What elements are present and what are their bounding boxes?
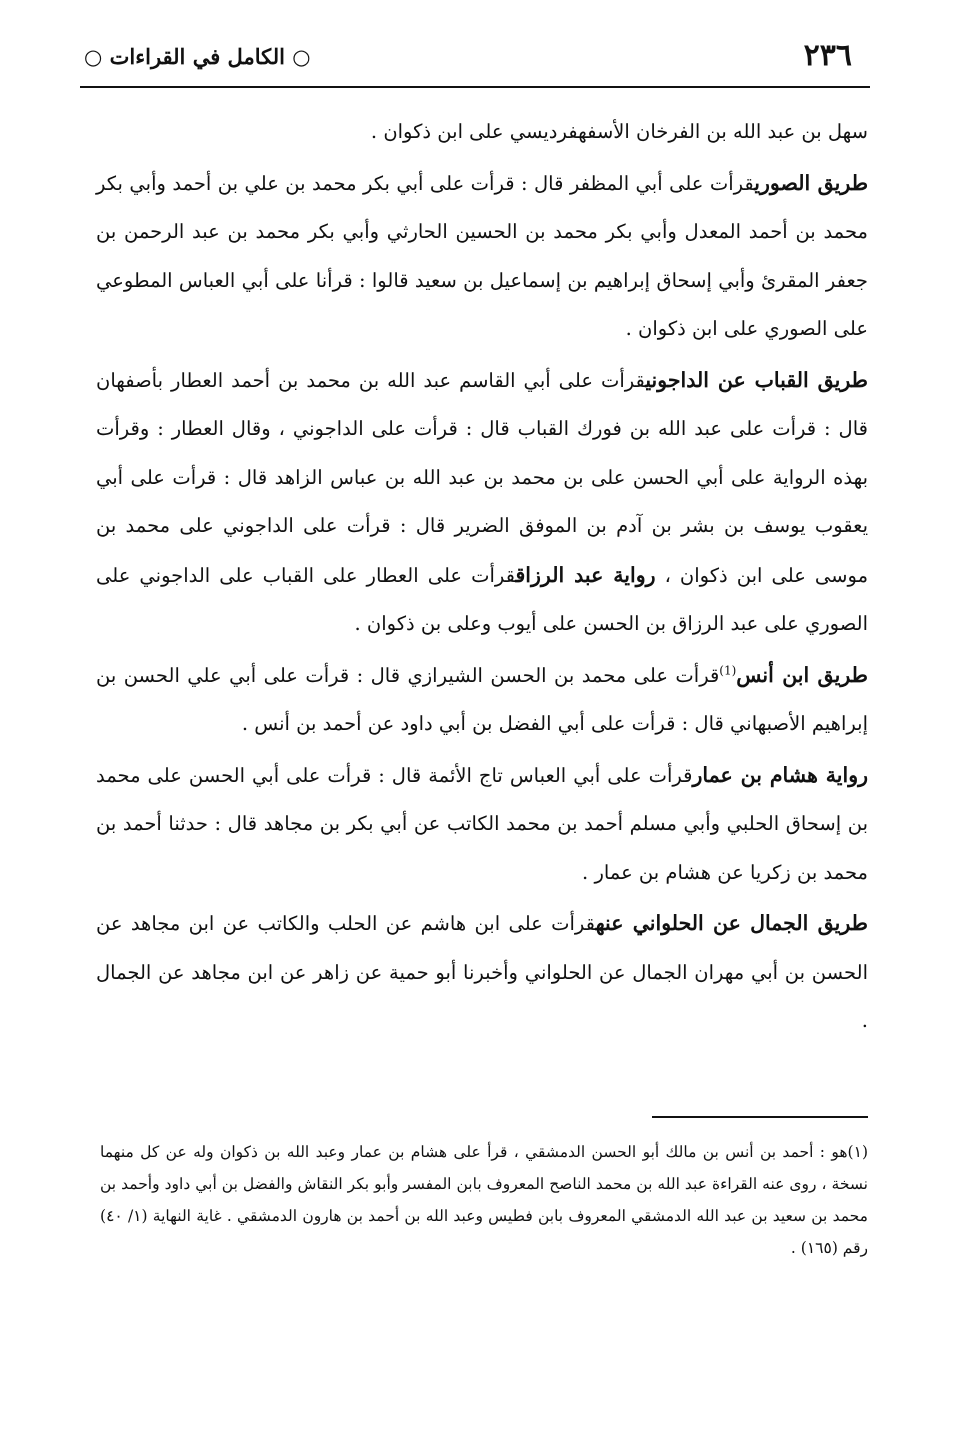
paragraph	[96, 108, 868, 157]
paragraph-text: قرأت على أبي العباس تاج الأئمة قال : قرأت على أبي الحسن على محمد بن إسحاق الحلبي وأبي مسلم أحمد بن محمد الكاتب عن أبي بكر بن مجاهد قال : حدثنا أحمد بن محمد بن زكريا عن هشام بن عمار .	[96, 763, 868, 884]
section-heading: طريق القباب عن الداجوني	[645, 367, 868, 392]
paragraph-text: قرأت على أبي القاسم عبد الله بن محمد بن أحمد العطار بأصفهان قال : قرأت على عبد الله بن فورك القباب قال : قرأت على الداجوني ، وقال العطار : وقرأت بهذه الرواية على أبي الحسن على بن محمد بن عبد الله بن عباس الزاهد قال : قرأت على أبي يعقوب يوسف بن بشر بن آدم بن الموفق الضرير قال : قرأت على الداجوني على محمد بن موسى على ابن ذكوان ،	[96, 368, 869, 587]
paragraph-text: قرأت على أبي المظفر قال : قرأت على أبي بكر محمد بن علي بن أحمد وأبي بكر محمد بن أحمد المعدل وأبي بكر محمد بن الحسين الحارثي وأبي بكر محمد بن عبد الرحمن بن جعفر المقرئ وأبي إسحاق إبراهيم بن إسماعيل بن سعيد قالوا : قرأنا على أبي العباس المطوعي على الصوري على ابن ذكوان .	[96, 171, 868, 340]
paragraph	[96, 356, 868, 649]
paragraph-text: قرأت على العطار على القباب على الداجوني على الصوري على عبد الرزاق بن الحسن على أيوب وعلى بن ذكوان .	[96, 563, 868, 635]
footnote	[100, 1136, 868, 1264]
page-header	[80, 36, 870, 88]
paragraph-text: سهل بن عبد الله بن الفرخان الأسفهفرديسي على ابن ذكوان .	[370, 120, 868, 143]
main-text	[96, 108, 868, 1048]
paragraph-text: قرأت على محمد بن الحسن الشيرازي قال : قرأت على أبي علي الحسن بن إبراهيم الأصبهاني قال : قرأت على أبي الفضل بن أبي داود عن أحمد بن أنس .	[96, 663, 868, 735]
paragraph	[96, 651, 868, 749]
footnote-rule	[652, 1116, 868, 1118]
section-heading: طريق ابن أنس	[736, 662, 868, 687]
section-heading: طريق الصوري	[754, 170, 869, 195]
section-heading: رواية عبد الرزاق	[515, 562, 656, 587]
page-number: ٢٣٦	[803, 38, 852, 73]
section-heading: رواية هشام بن عمار	[692, 762, 868, 787]
paragraph	[96, 751, 868, 898]
header-rule	[80, 86, 870, 88]
footnote-text: (١)هو : أحمد بن أنس بن مالك أبو الحسن الدمشقي ، قرأ على هشام بن عمار وعبد الله بن ذكوان وله عن كل منهما نسخة ، روى عنه القراءة عبد الله بن محمد الناصح المعروف بابن المفسر وأبو بكر النقاش والفضل بن أبي داود وأحمد بن محمد بن سعيد بن عبد الله الدمشقي المعروف بابن فطيس وعبد الله بن أحمد بن هارون الدمشقي . غاية النهاية (١/ ٤٠) رقم (١٦٥) .	[100, 1143, 868, 1257]
section-heading: طريق الجمال عن الحلواني عنه	[595, 911, 868, 935]
paragraph	[96, 159, 868, 354]
footnote-reference: (1)	[719, 663, 737, 677]
paragraph	[96, 899, 868, 1046]
paragraph-text: قرأت على ابن هاشم عن الحلب والكاتب عن ابن مجاهد عن الحسن بن أبي مهران الجمال عن الحلواني وأخبرنا أبو حمية عن زاهر عن ابن مجاهد عن الجمال .	[96, 912, 868, 1032]
running-title: ○ الكامل في القراءات ○	[84, 44, 311, 69]
